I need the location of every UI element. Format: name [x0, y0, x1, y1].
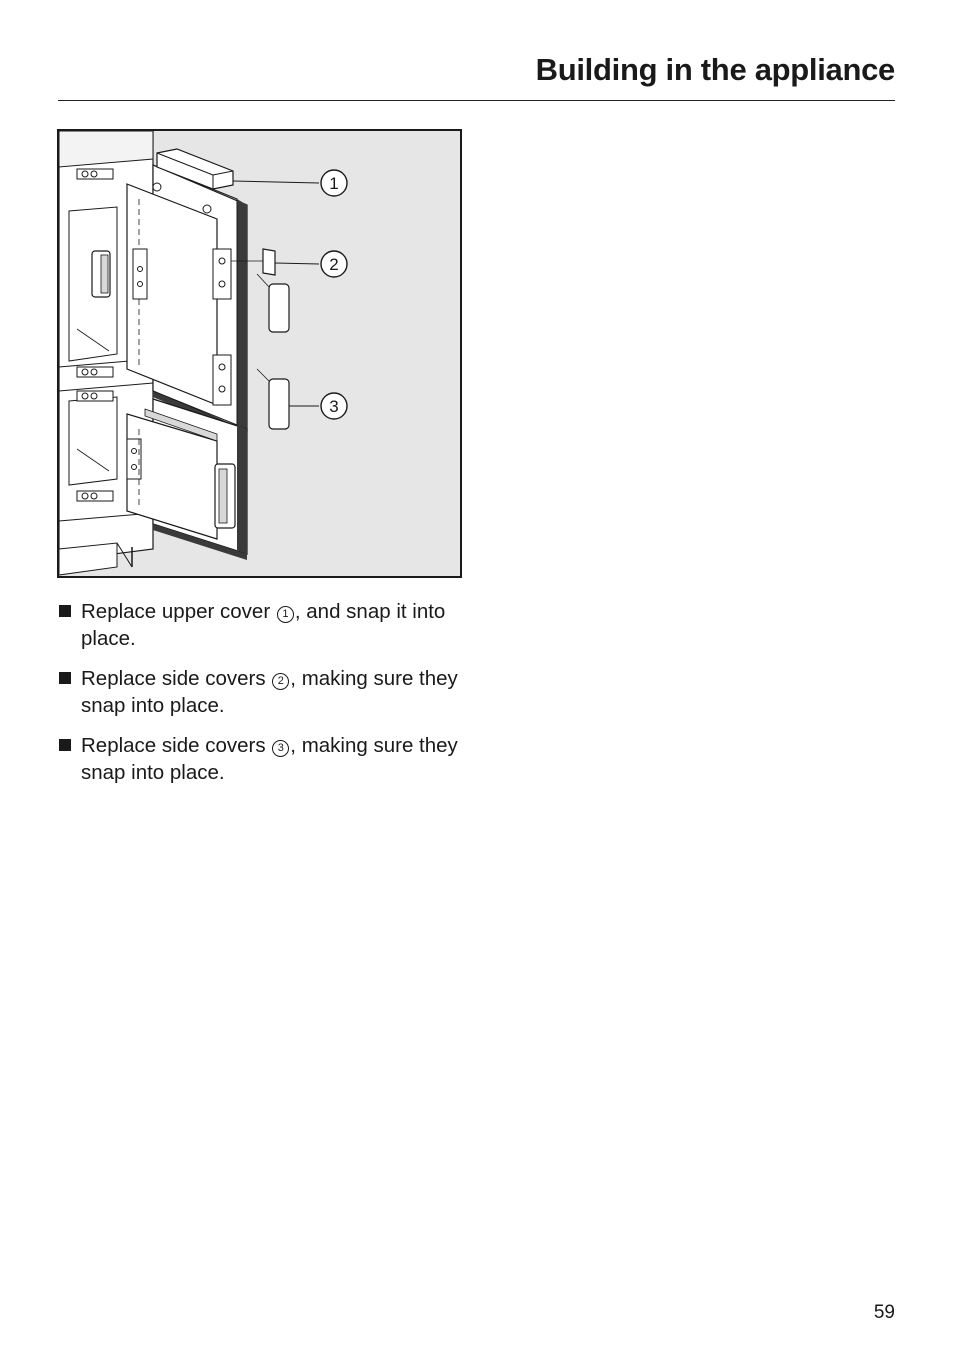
- instruction-list: [58, 598, 468, 799]
- instruction-step: [58, 732, 468, 786]
- door-cover-diagram: [57, 129, 462, 578]
- callout-2: [321, 251, 347, 277]
- page-title: Building in the appliance: [535, 52, 895, 87]
- step-text: Replace side covers: [81, 734, 272, 757]
- step-text: Replace upper cover: [81, 600, 276, 623]
- callout-3-label: 3: [329, 397, 339, 416]
- callout-2-label: 2: [329, 255, 339, 274]
- step-text: Replace side covers: [81, 667, 272, 690]
- step-text: , making sure they snap into place.: [81, 667, 458, 717]
- callout-1: [321, 170, 347, 196]
- page-number: 59: [873, 1302, 895, 1323]
- square-bullet-icon: [59, 739, 71, 751]
- installation-illustration: [57, 129, 462, 578]
- callout-1-label: 1: [329, 174, 339, 193]
- header-rule: [58, 100, 895, 101]
- step-text: , and snap it into place.: [81, 600, 446, 650]
- callout-3: [321, 393, 347, 419]
- callout-ref-icon: 3: [272, 740, 289, 757]
- square-bullet-icon: [59, 605, 71, 617]
- square-bullet-icon: [59, 672, 71, 684]
- instruction-step: [58, 598, 468, 652]
- step-text: , making sure they snap into place.: [81, 734, 458, 784]
- callout-ref-icon: 1: [277, 606, 294, 623]
- instruction-step: [58, 665, 468, 719]
- callout-ref-icon: 2: [272, 673, 289, 690]
